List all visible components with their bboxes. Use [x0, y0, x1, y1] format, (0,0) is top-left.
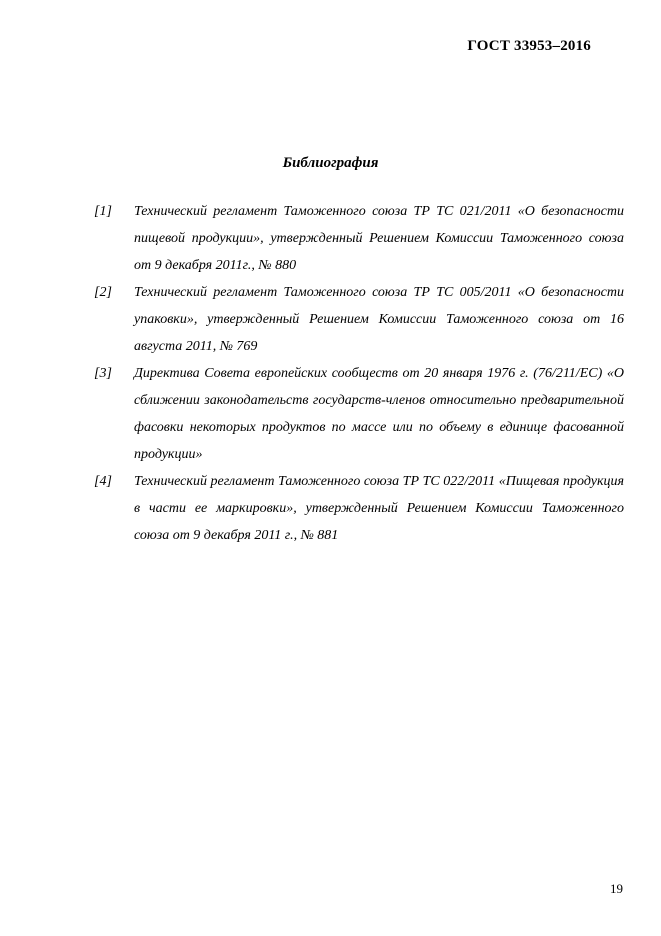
bibliography-list — [94, 198, 624, 549]
entry-text: Технический регламент Таможенного союза ТР ТС 022/2011 «Пищевая продукция в части ее маркировки», утвержденный Решением Комиссии Таможенного союза от 9 декабря 2011 г., № 881 — [134, 474, 624, 543]
document-code-header: ГОСТ 33953–2016 — [467, 38, 591, 54]
page-number: 19 — [610, 881, 623, 896]
entry-text: Технический регламент Таможенного союза ТР ТС 021/2011 «О безопасности пищевой продукции», утвержденный Решением Комиссии Таможенного союза от 9 декабря 2011г., № 880 — [134, 204, 624, 273]
entry-text: Технический регламент Таможенного союза ТР ТС 005/2011 «О безопасности упаковки», утвержденный Решением Комиссии Таможенного союза от 16 августа 2011, № 769 — [134, 285, 624, 354]
entry-number: [4] — [94, 474, 112, 489]
bibliography-entry — [94, 279, 624, 360]
entry-number: [3] — [94, 366, 112, 381]
entry-number: [2] — [94, 285, 112, 300]
bibliography-title: Библиография — [282, 155, 379, 171]
bibliography-entry — [94, 468, 624, 549]
entry-number: [1] — [94, 204, 112, 219]
bibliography-entry — [94, 360, 624, 468]
bibliography-entry — [94, 198, 624, 279]
entry-text: Директива Совета европейских сообществ от 20 января 1976 г. (76/211/ЕС) «О сближении законодательств государств-членов относительно предварительной фасовки некоторых продуктов по массе или по объему в единице фасованной продукции» — [134, 366, 624, 462]
